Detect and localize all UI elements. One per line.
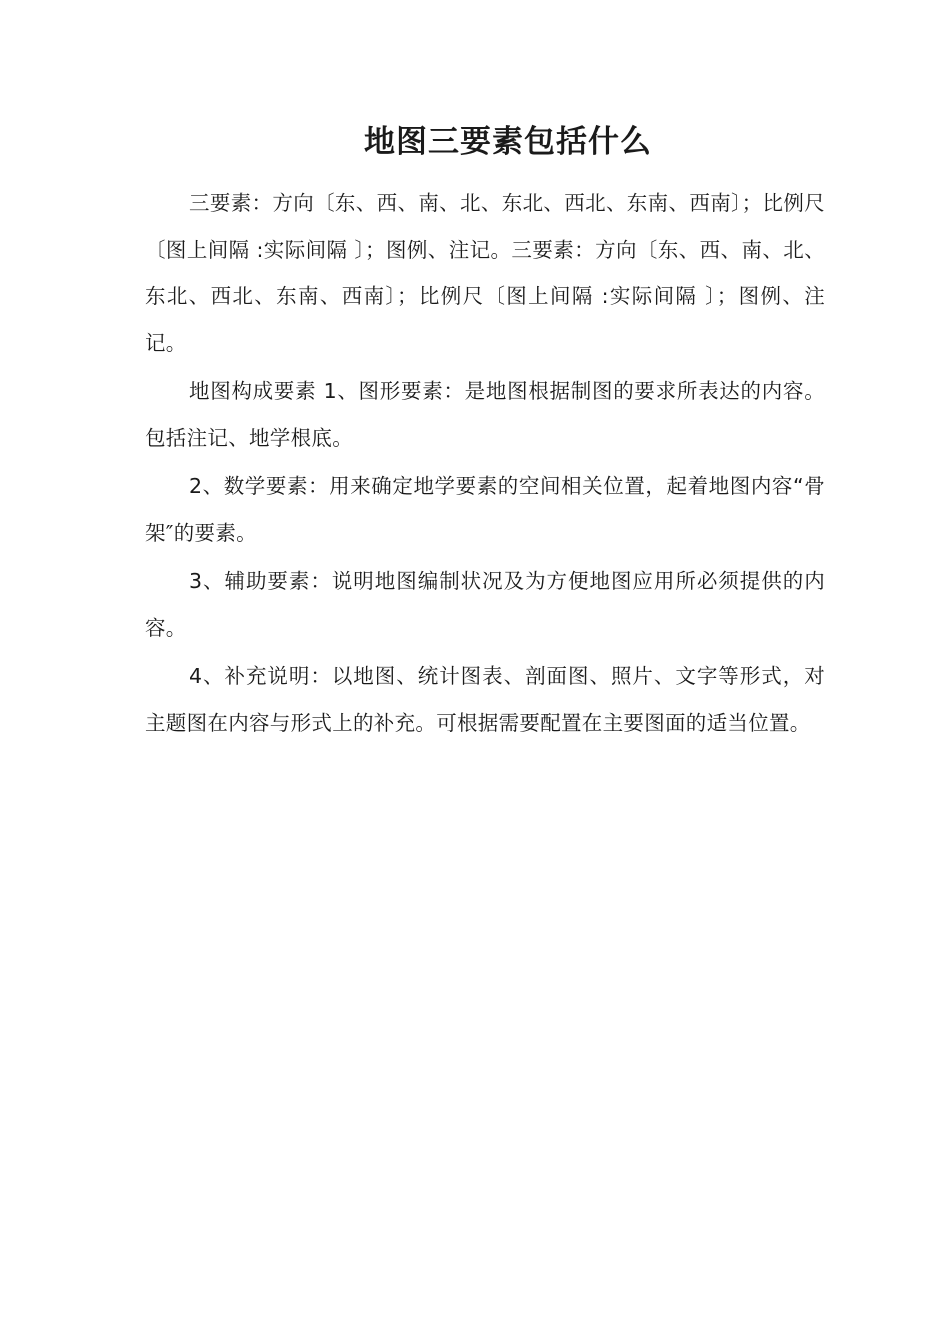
paragraph-three-elements: 三要素：方向〔东、西、南、北、东北、西北、东南、西南〕；比例尺〔图上间隔 :实际间隔 〕；图例、注记。三要素：方向〔东、西、南、北、东北、西北、东南、西南〕；比例尺〔图上间隔 :实际间隔 〕；图例、注记。 xyxy=(145,191,825,355)
paragraph-graphic-elements: 地图构成要素 1、图形要素：是地图根据制图的要求所表达的内容。包括注记、地学根底。 xyxy=(145,379,825,450)
paragraph-supplementary-notes: 4、补充说明：以地图、统计图表、剖面图、照片、文字等形式，对主题图在内容与形式上的补充。可根据需要配置在主要图面的适当位置。 xyxy=(145,664,825,735)
paragraph-math-elements: 2、数学要素：用来确定地学要素的空间相关位置，起着地图内容“骨架″的要素。 xyxy=(145,474,825,545)
paragraph-auxiliary-elements: 3、辅助要素：说明地图编制状况及为方便地图应用所必须提供的内容。 xyxy=(145,569,825,640)
page-title: 地图三要素包括什么 xyxy=(364,124,652,160)
document-body xyxy=(145,180,825,748)
